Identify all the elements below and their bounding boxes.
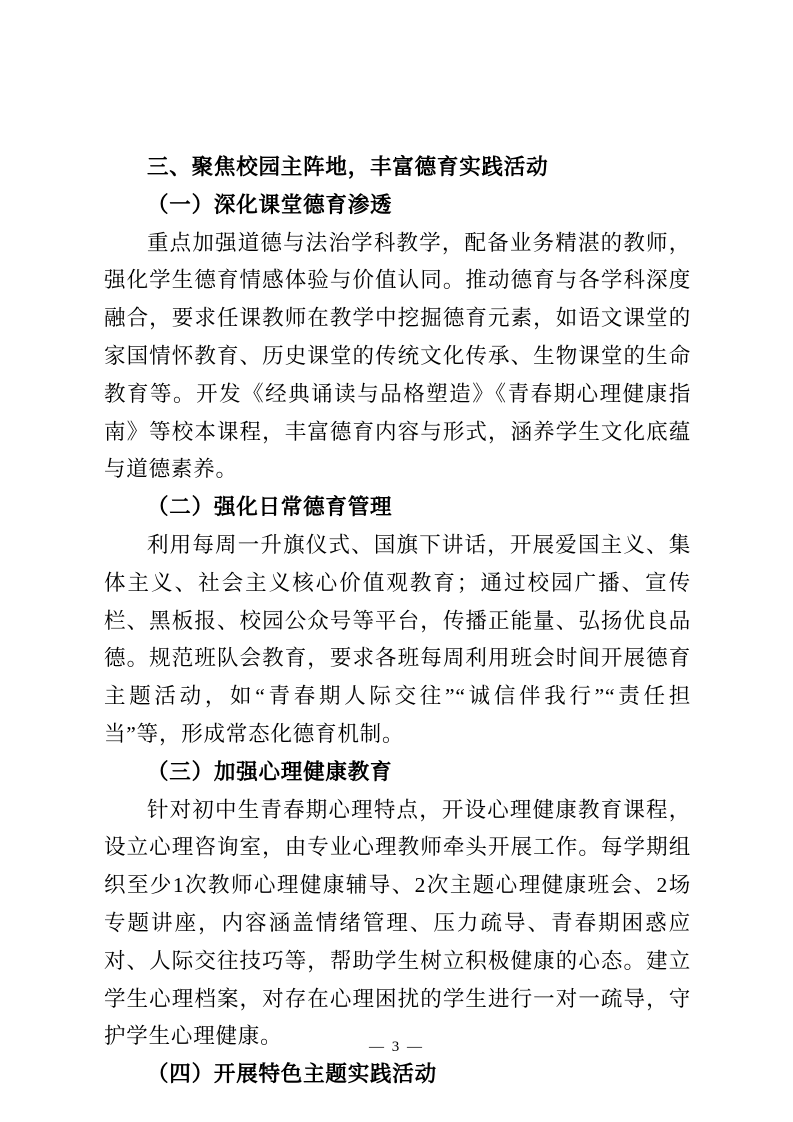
section-4-heading: （四）开展特色主题实践活动 <box>147 1062 437 1087</box>
section-1-body: 重点加强道德与法治学科教学，配备业务精湛的教师，强化学生德育情感体验与价值认同。推动德育与各学科深度融合，要求任课教师在教学中挖掘德育元素，如语文课堂的家国情怀教育、历史课堂的传统文化传承、生物课堂的生命教育等。开发《经典诵读与品格塑造》《青春期心理健康指南》等校本课程，丰富德育内容与形式，涵养学生文化底蕴与道德素养。 <box>104 230 691 482</box>
section-2-body: 利用每周一升旗仪式、国旗下讲话，开展爱国主义、集体主义、社会主义核心价值观教育；通过校园广播、宣传栏、黑板报、校园公众号等平台，传播正能量、弘扬优良品德。规范班队会教育，要求各班每周利用班会时间开展德育主题活动，如“青春期人际交往”“诚信伴我行”“责任担当”等，形成常态化德育机制。 <box>104 532 691 746</box>
document-body <box>104 149 691 1094</box>
section-3-body: 针对初中生青春期心理特点，开设心理健康教育课程，设立心理咨询室，由专业心理教师牵头开展工作。每学期组织至少1次教师心理健康辅导、2次主题心理健康班会、2场专题讲座，内容涵盖情绪管理、压力疏导、青春期困惑应对、人际交往技巧等，帮助学生树立积极健康的心态。建立学生心理档案，对存在心理困扰的学生进行一对一疏导，守护学生心理健康。 <box>104 797 691 1049</box>
main-heading: 三、聚焦校园主阵地，丰富德育实践活动 <box>147 155 549 179</box>
section-3-heading: （三）加强心理健康教育 <box>147 759 393 784</box>
section-2-heading: （二）强化日常德育管理 <box>147 495 393 520</box>
page-number: — 3 — <box>369 1039 424 1055</box>
section-1-heading: （一）深化课堂德育渗透 <box>147 192 393 217</box>
